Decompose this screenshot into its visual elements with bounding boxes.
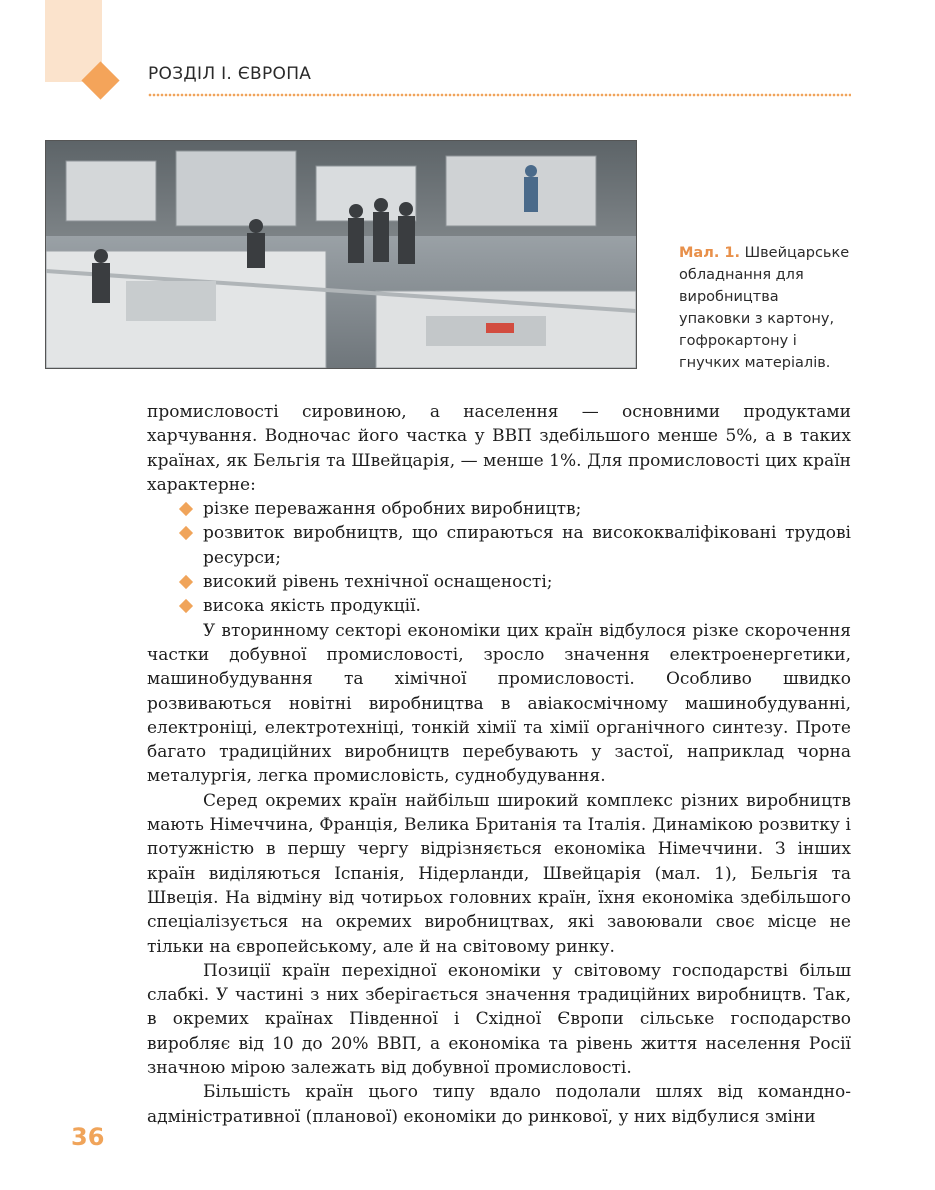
industry-features-list xyxy=(147,497,851,618)
paragraph-4: Позиції країн перехідної економіки у світовому господарстві більш слабкі. У частині з них зберігається значення традиційних виробництв. Так, в окремих країнах Південної і Східної Європи сільське господарство виробляє від 10 до 20% ВВП, а економіка та рівень життя населення Росії значною мірою залежать від добувної промисловості. xyxy=(147,960,851,1079)
section-title: РОЗДІЛ І. ЄВРОПА xyxy=(148,64,312,84)
list-item xyxy=(203,570,851,594)
page-number: 36 xyxy=(71,1123,105,1151)
figure-caption xyxy=(679,242,854,374)
figure-photo xyxy=(45,140,637,369)
list-item-text: висока якість продукції. xyxy=(203,596,421,617)
list-item xyxy=(203,497,851,521)
paragraph-2: У вторинному секторі економіки цих країн відбулося різке скорочення частки добувної промисловості, зросло значення електроенергетики, машинобудування та хімічної промисловості. Особливо швидко розвиваються новітні виробництва в авіакосмічному машинобудуванні, електроніці, електротехніці, тонкій хімії та хімії органічного синтезу. Проте багато традиційних виробництв перебувають у застої, наприклад чорна металургія, легка промисловість, суднобудування. xyxy=(147,620,851,787)
list-item-text: розвиток виробництв, що спираються на висококваліфіковані трудові ресурси; xyxy=(203,523,851,568)
paragraph-1: промисловості сировиною, а населення — основними продуктами харчування. Водночас його частка у ВВП здебільшого менше 5%, а в таких країнах, як Бельгія та Швейцарія, — менше 1%. Для промисловості цих країн характерне: xyxy=(147,402,851,495)
figure-caption-label: Мал. 1. xyxy=(679,245,740,261)
list-item xyxy=(203,594,851,618)
factory-photo-illustration xyxy=(46,141,636,368)
diamond-bullet-icon xyxy=(179,502,193,516)
list-item-text: різке переважання обробних виробництв; xyxy=(203,499,582,520)
paragraph-5: Більшість країн цього типу вдало подолали шлях від командно-адміністративної (планової) економіки до ринкової, у них відбулися зміни xyxy=(147,1082,851,1127)
diamond-bullet-icon xyxy=(179,575,193,589)
list-item-text: високий рівень технічної оснащеності; xyxy=(203,572,553,593)
diamond-bullet-icon xyxy=(179,526,193,540)
figure-caption-text: Швейцарське обладнання для виробництва упаковки з картону, гофрокартону і гнучких матеріалів. xyxy=(679,245,850,371)
main-text xyxy=(147,400,851,1129)
list-item xyxy=(203,521,851,570)
diamond-bullet-icon xyxy=(179,599,193,613)
header-dotted-rule xyxy=(148,93,851,97)
paragraph-3: Серед окремих країн найбільш широкий комплекс різних виробництв мають Німеччина, Франція, Велика Британія та Італія. Динамікою розвитку і потужністю в першу чергу відрізняється економіка Німеччини. З інших країн виділяються Іспанія, Нідерланди, Швейцарія (мал. 1), Бельгія та Швеція. На відміну від чотирьох головних країн, їхня економіка здебільшого спеціалізується на окремих виробництвах, які завоювали своє місце не тільки на європейському, але й на світовому ринку. xyxy=(147,790,851,957)
